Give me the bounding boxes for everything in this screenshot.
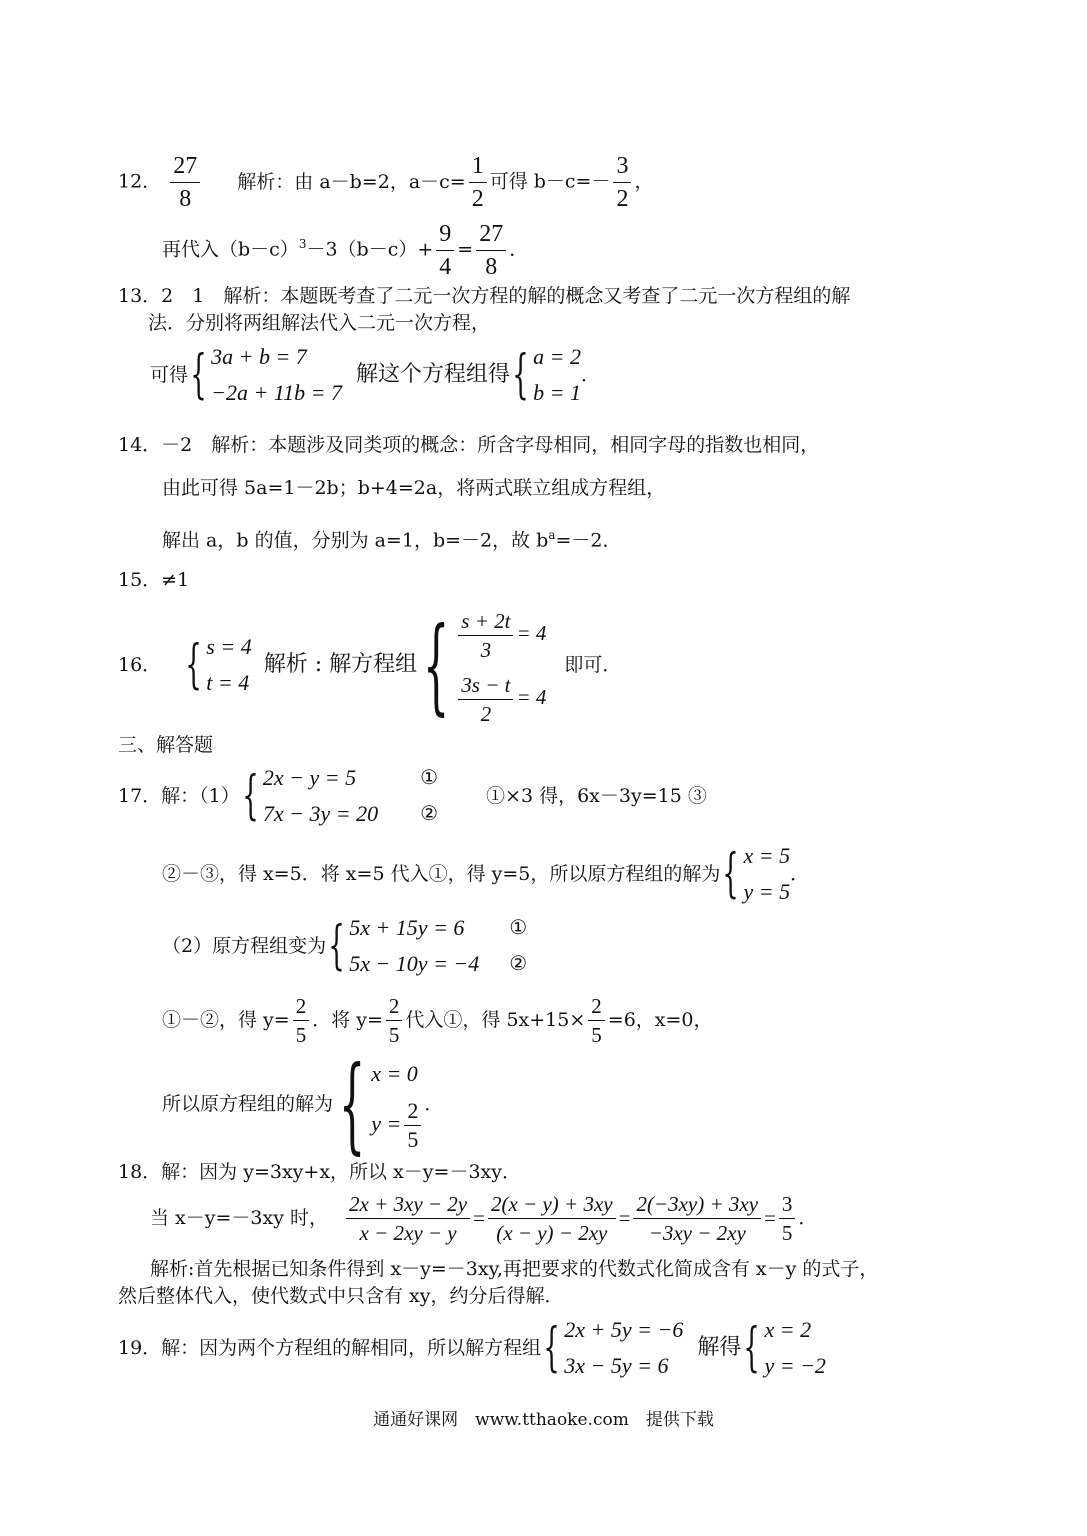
q14-line3: 解出 a，b 的值，分别为 a=1，b=－2，故 $b^a=-2$． bbox=[162, 528, 622, 552]
q16-line: 16． { s = 4 t = 4 解析 : 解方程组 { $\frac{s + 2t}{3}$ = 4 $\frac{3s - t}{2}$ = 4 即可． bbox=[118, 600, 621, 730]
q19-solution: { x = 2 y = −2 bbox=[743, 1317, 826, 1378]
q14-line1: 14．－2 解析：本题涉及同类项的概念：所含字母相同，相同字母的指数也相同， bbox=[118, 434, 820, 456]
q17-line4: ①－②，得 y= $\frac{2}{5}$ ．将 y= $\frac{2}{5}$ 代入①，得 5x+15× $\frac{2}{5}$ =6，x=0， bbox=[162, 993, 713, 1047]
fraction: $\frac{2(-3xy) + 3xy}{-3xy - 2xy}$ bbox=[633, 1190, 761, 1247]
q12-answer-fraction: $\frac{27}{8}$ bbox=[170, 150, 200, 215]
q18-explain-2: 然后整体代入，使代数式中只含有 xy，约分后得解． bbox=[118, 1285, 564, 1307]
q12-line2: 再代入$(b-c)^3-3(b-c)+$ $\frac{9}{4}$ = $\frac{27}{8}$ ． bbox=[162, 218, 528, 283]
q17-system-1: { 2x − y = 5 7x − 3y = 20 bbox=[242, 765, 379, 826]
fraction: $\frac{2(x - y) + 3xy}{(x - y) - 2xy}$ bbox=[488, 1190, 616, 1247]
fraction: $\frac{2x + 3xy - 2y}{x - 2xy - y}$ bbox=[346, 1190, 470, 1247]
q18-explain-1: 解析:首先根据已知条件得到 x－y=－3xy,再把要求的代数式化简成含有 x－y 的式子， bbox=[150, 1258, 879, 1280]
q17-solution-2: { x = 0 y = $\frac{2}{5}$ bbox=[333, 1052, 424, 1156]
q15-line: 15．≠1 bbox=[118, 569, 190, 591]
q17-line5: 所以原方程组的解为 { x = 0 y = $\frac{2}{5}$ ． bbox=[162, 1043, 444, 1165]
q16-answer-system: { s = 4 t = 4 bbox=[185, 634, 252, 695]
q19-system: { 2x + 5y = −6 3x − 5y = 6 bbox=[543, 1317, 684, 1378]
q14-line2: 由此可得 5a=1－2b；b+4=2a，将两式联立组成方程组， bbox=[162, 477, 666, 499]
fraction: $\frac{2}{5}$ bbox=[386, 992, 403, 1049]
q13-line2: 法．分别将两组解法代入二元一次方程， bbox=[148, 312, 491, 334]
fraction: $\frac{27}{8}$ bbox=[476, 218, 506, 283]
fraction: $\frac{2}{5}$ bbox=[293, 992, 310, 1049]
q19-line: 19．解：因为两个方程组的解相同，所以解方程组 { 2x + 5y = −6 3x − 5y = 6 解得 { x = 2 y = −2 bbox=[118, 1310, 826, 1386]
q17-line2: ②－③，得 x=5．将 x=5 代入①，得 y=5，所以原方程组的解为 { x = 5 y = 5 ． bbox=[162, 838, 809, 910]
q17-solution-1: { x = 5 y = 5 bbox=[722, 843, 791, 904]
q18-line2: 当 x－y=－3xy 时， $\frac{2x + 3xy - 2y}{x - 2xy - y}$ = $\frac{2(x - y) + 3xy}{(x - y) - 2xy}$ = $\frac{2(-3xy) + 3xy}{-3xy - 2xy}$ = $\frac{3}{5}$ ． bbox=[150, 1191, 818, 1245]
fraction: $\frac{1}{2}$ bbox=[469, 150, 487, 215]
page-footer: 通通好课网 www.tthaoke.com 提供下载 bbox=[373, 1410, 714, 1430]
fraction: $\frac{9}{4}$ bbox=[436, 218, 454, 283]
solution-system: { a = 2 b = 1 bbox=[512, 344, 581, 405]
q17-line1: 17．解：（1） { 2x − y = 5 7x − 3y = 20 ① ② ①×3 得，6x－3y=15 ③ bbox=[118, 758, 707, 834]
section-heading: 三、解答题 bbox=[118, 734, 214, 756]
fraction: $\frac{3}{5}$ bbox=[779, 1190, 796, 1247]
q13-line1: 13．2 1 解析：本题既考查了二元一次方程的解的概念又考查了二元一次方程组的解 bbox=[118, 285, 851, 307]
q13-system-line: 可得 { 3a + b = 7 −2a + 11b = 7 解这个方程组得 { a = 2 b = 1 ． bbox=[150, 338, 600, 411]
q12-line1: 12． $\frac{27}{8}$ 解析：由 a－b=2，a－c= $\frac{1}{2}$ 可得 b－c=－ $\frac{3}{2}$ ， bbox=[118, 150, 654, 215]
fraction: $\frac{2}{5}$ bbox=[588, 992, 605, 1049]
q17-system-2: { 5x + 15y = 6 5x − 10y = −4 bbox=[328, 915, 480, 976]
q16-equation-system: { $\frac{s + 2t}{3}$ = 4 $\frac{3s - t}{2}$ = 4 bbox=[422, 604, 547, 726]
fraction: $\frac{3}{2}$ bbox=[613, 150, 631, 215]
equation-system: { 3a + b = 7 −2a + 11b = 7 bbox=[190, 344, 343, 405]
q18-line1: 18．解：因为 y=3xy+x，所以 x－y=－3xy． bbox=[118, 1161, 521, 1183]
q17-line3: （2）原方程组变为 { 5x + 15y = 6 5x − 10y = −4 ① ② bbox=[162, 910, 527, 982]
